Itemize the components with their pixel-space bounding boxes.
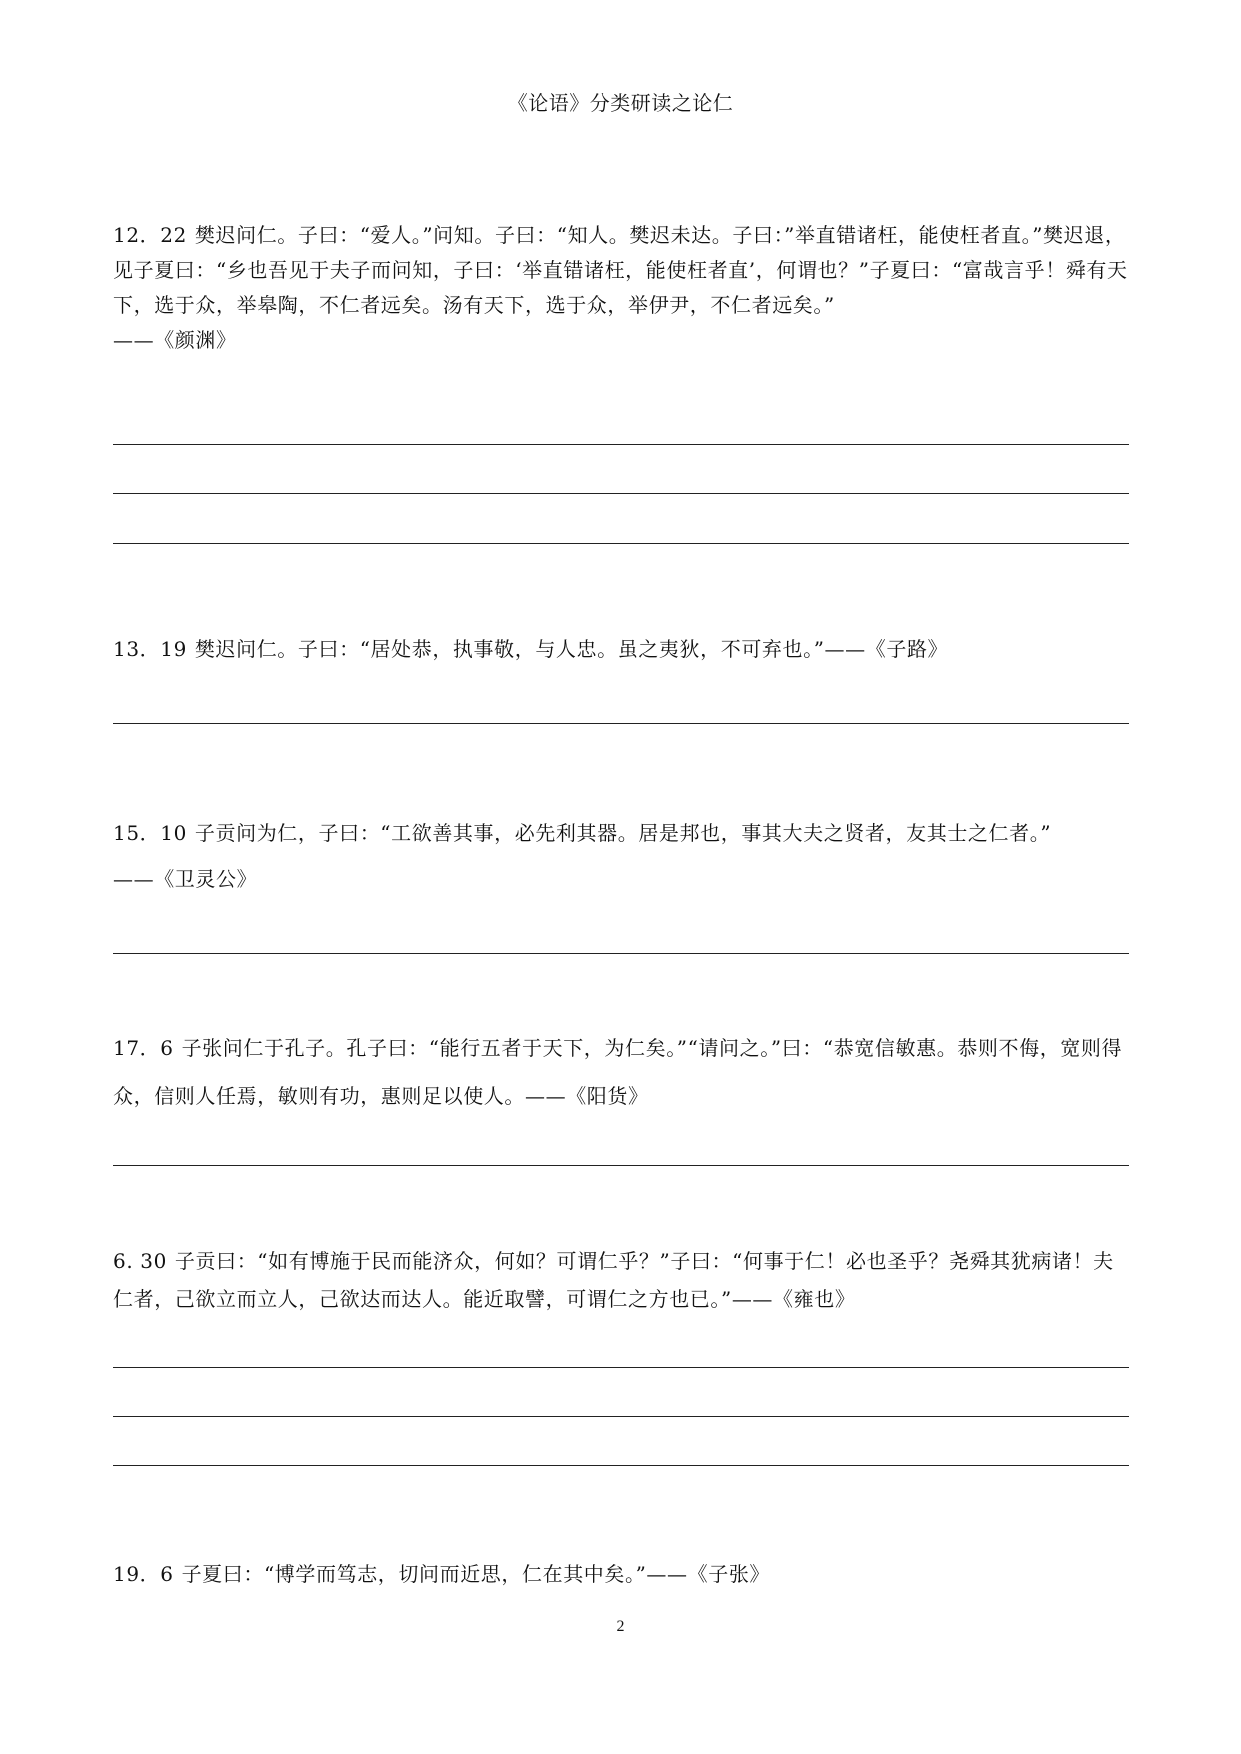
passage-15-10: [113, 810, 1128, 902]
passage-number: 12．22: [113, 223, 187, 247]
passage-number: 15．10: [113, 821, 187, 845]
passage-text: 子夏曰：“博学而笃志，切问而近思，仁在其中矣。”——《子张》: [181, 1562, 771, 1586]
answer-line[interactable]: [113, 1465, 1129, 1466]
passage-text: 子张问仁于孔子。孔子曰：“能行五者于天下，为仁矣。”“请问之。”曰：“恭宽信敏惠。恭则不侮，宽则得众，信则人任焉，敏则有功，惠则足以使人。——《阳货》: [113, 1036, 1123, 1108]
answer-line[interactable]: [113, 493, 1129, 494]
answer-line[interactable]: [113, 1416, 1129, 1417]
passage-number: 17．6: [113, 1036, 174, 1060]
answer-line[interactable]: [113, 953, 1129, 954]
passage-12-22: [113, 218, 1128, 358]
answer-line[interactable]: [113, 1165, 1129, 1166]
passage-text: 子贡曰：“如有博施于民而能济众，何如？可谓仁乎？”子曰：“何事于仁！必也圣乎？尧舜其犹病诸！夫仁者，己欲立而立人，己欲达而达人。能近取譬，可谓仁之方也已。”——《雍也》: [113, 1249, 1114, 1311]
passage-text: 樊迟问仁。子曰：“爱人。”问知。子曰：“知人。樊迟未达。子曰：”举直错诸枉，能使枉者直。”樊迟退，见子夏曰：“乡也吾见于夫子而问知，子曰：‘举直错诸枉，能使枉者直’，何谓也？”子夏曰：“富哉言乎！舜有天下，选于众，举皋陶，不仁者远矣。汤有天下，选于众，举伊尹，不仁者远矣。”: [113, 223, 1128, 317]
passage-17-6: [113, 1024, 1128, 1120]
passage-number: 13．19: [113, 637, 187, 661]
answer-line[interactable]: [113, 723, 1129, 724]
answer-line[interactable]: [113, 444, 1129, 445]
passage-source: ——《卫灵公》: [113, 867, 258, 891]
passage-6-30: [113, 1242, 1128, 1318]
passage-text: 子贡问为仁，子曰：“工欲善其事，必先利其器。居是邦也，事其大夫之贤者，友其士之仁者。”: [194, 821, 1052, 845]
answer-line[interactable]: [113, 543, 1129, 544]
page-number: 2: [616, 1618, 625, 1635]
passage-number: 6. 30: [113, 1249, 167, 1273]
passage-number: 19．6: [113, 1562, 174, 1586]
page-title: 《论语》分类研读之论仁: [507, 91, 734, 115]
passage-13-19: [113, 632, 1128, 666]
passage-19-6: [113, 1557, 1128, 1591]
answer-line[interactable]: [113, 1367, 1129, 1368]
passage-text: 樊迟问仁。子曰：“居处恭，执事敬，与人忠。虽之夷狄，不可弃也。”——《子路》: [194, 637, 949, 661]
passage-source: ——《颜渊》: [113, 328, 237, 352]
